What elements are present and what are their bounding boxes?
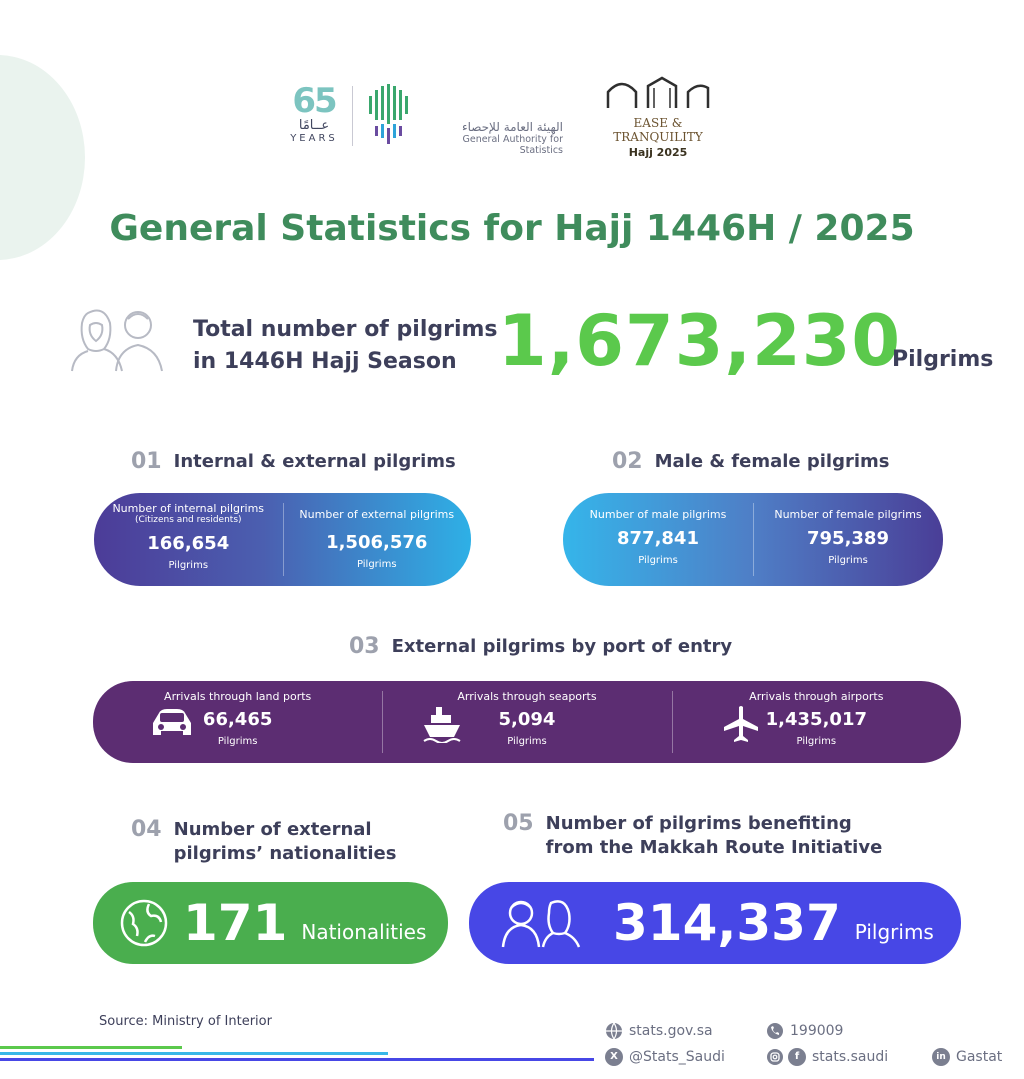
stat-caption: Arrivals through seaports <box>457 690 597 703</box>
social-link[interactable] <box>766 1048 888 1066</box>
male-pilgrims-cell <box>563 493 753 586</box>
linkedin-text: Gastat <box>956 1049 1003 1065</box>
section-01-heading <box>131 450 456 475</box>
section-03-heading <box>349 635 732 660</box>
social-handle-text: stats.saudi <box>812 1049 889 1065</box>
section-02-number: 02 <box>612 449 643 474</box>
internal-external-panel <box>94 493 471 586</box>
website-link[interactable] <box>605 1022 713 1040</box>
total-pilgrims-unit: Pilgrims <box>892 347 994 372</box>
section-03-title: External pilgrims by port of entry <box>391 636 733 657</box>
section-02-title: Male & female pilgrims <box>654 451 890 472</box>
x-link[interactable] <box>605 1048 725 1066</box>
website-text: stats.gov.sa <box>629 1023 713 1039</box>
external-pilgrims-cell <box>283 493 472 586</box>
section-01-number: 01 <box>131 449 162 474</box>
makkah-route-panel <box>469 882 961 964</box>
gastat-name <box>418 120 563 156</box>
section-01-title: Internal & external pilgrims <box>173 451 456 472</box>
65-years-logo <box>284 81 344 144</box>
logo-65-number: 65 <box>292 81 336 121</box>
section-05-heading <box>503 812 882 860</box>
section-05-title <box>546 812 883 860</box>
stripe-indigo <box>0 1058 594 1061</box>
stat-unit: Pilgrims <box>828 555 868 566</box>
x-handle-text: @Stats_Saudi <box>629 1049 725 1065</box>
nationalities-value: 171 <box>183 894 288 952</box>
logo-65-years: YEARS <box>290 133 338 144</box>
section-04-title-line1: Number of external <box>173 819 372 840</box>
stat-unit: Pilgrims <box>217 736 258 747</box>
gastat-arabic: الهيئة العامة للإحصاء <box>461 120 563 134</box>
pilgrims-icon <box>499 897 583 949</box>
stat-value: 1,506,576 <box>326 532 428 553</box>
facebook-icon: f <box>788 1048 806 1066</box>
page-title: General Statistics for Hajj 1446H / 2025 <box>109 208 915 249</box>
section-03-number: 03 <box>349 634 380 659</box>
total-pilgrims-label <box>193 314 498 378</box>
stat-unit: Pilgrims <box>507 736 547 747</box>
male-female-panel <box>563 493 943 586</box>
stripe-green <box>0 1046 182 1049</box>
phone-text: 199009 <box>790 1023 844 1039</box>
airplane-icon <box>722 705 760 743</box>
section-04-heading <box>131 818 396 866</box>
stat-value: 5,094 <box>498 709 556 730</box>
phone-link[interactable] <box>766 1022 843 1040</box>
hajj-year: Hajj 2025 <box>628 146 688 159</box>
linkedin-icon: in <box>932 1048 950 1066</box>
phone-icon <box>766 1022 784 1040</box>
nationalities-unit: Nationalities <box>301 920 427 944</box>
pilgrims-icon <box>66 305 166 373</box>
section-05-title-line1: Number of pilgrims benefiting <box>545 813 852 834</box>
land-ports-cell <box>93 681 382 763</box>
globe-icon <box>605 1022 623 1040</box>
header-divider <box>352 86 353 146</box>
section-05-title-line2: from the Makkah Route Initiative <box>545 837 883 858</box>
hajj-2025-logo <box>597 76 719 159</box>
internal-pilgrims-cell <box>94 493 283 586</box>
section-04-number: 04 <box>131 817 162 842</box>
ship-icon <box>422 705 462 743</box>
section-04-title-line2: pilgrims’ nationalities <box>173 843 397 864</box>
total-pilgrims-value: 1,673,230 <box>498 300 902 382</box>
source-note: Source: Ministry of Interior <box>99 1014 272 1029</box>
stat-subcaption: (Citizens and residents) <box>134 515 242 525</box>
stat-caption: Number of internal pilgrims <box>112 502 265 515</box>
port-of-entry-panel <box>93 681 961 763</box>
makkah-route-unit: Pilgrims <box>854 920 934 944</box>
logo-65-arabic: عــامًا <box>298 118 330 133</box>
stat-caption: Number of female pilgrims <box>774 508 922 521</box>
seaports-cell <box>382 681 671 763</box>
hajj-arches-icon <box>602 76 714 110</box>
female-pilgrims-cell <box>753 493 943 586</box>
airports-cell <box>672 681 961 763</box>
stat-caption: Arrivals through airports <box>749 690 884 703</box>
nationalities-panel <box>93 882 448 964</box>
section-05-number: 05 <box>503 811 534 836</box>
total-label-line1: Total number of pilgrims <box>193 317 498 342</box>
section-02-heading <box>612 450 890 475</box>
stat-unit: Pilgrims <box>638 555 678 566</box>
stat-value: 1,435,017 <box>765 709 867 730</box>
gastat-logo-icon <box>367 84 411 148</box>
stat-value: 877,841 <box>617 528 699 549</box>
linkedin-link[interactable] <box>932 1048 1002 1066</box>
stat-caption: Arrivals through land ports <box>164 690 312 703</box>
stat-unit: Pilgrims <box>796 736 837 747</box>
hajj-tagline: EASE & TRANQUILITY <box>613 116 703 144</box>
stat-value: 795,389 <box>807 528 889 549</box>
gastat-english: General Authority for Statistics <box>462 134 563 156</box>
x-icon: X <box>605 1048 623 1066</box>
car-icon <box>149 705 195 739</box>
globe-icon <box>119 898 169 948</box>
stat-unit: Pilgrims <box>168 560 209 571</box>
instagram-icon <box>766 1048 784 1066</box>
stat-caption: Number of external pilgrims <box>299 508 455 521</box>
stripe-blue <box>0 1052 388 1055</box>
makkah-route-value: 314,337 <box>613 894 841 952</box>
section-04-title <box>174 818 397 866</box>
stat-caption: Number of male pilgrims <box>589 508 727 521</box>
stat-value: 66,465 <box>202 709 273 730</box>
total-label-line2: in 1446H Hajj Season <box>193 349 457 374</box>
stat-value: 166,654 <box>147 533 230 554</box>
stat-unit: Pilgrims <box>356 559 397 570</box>
